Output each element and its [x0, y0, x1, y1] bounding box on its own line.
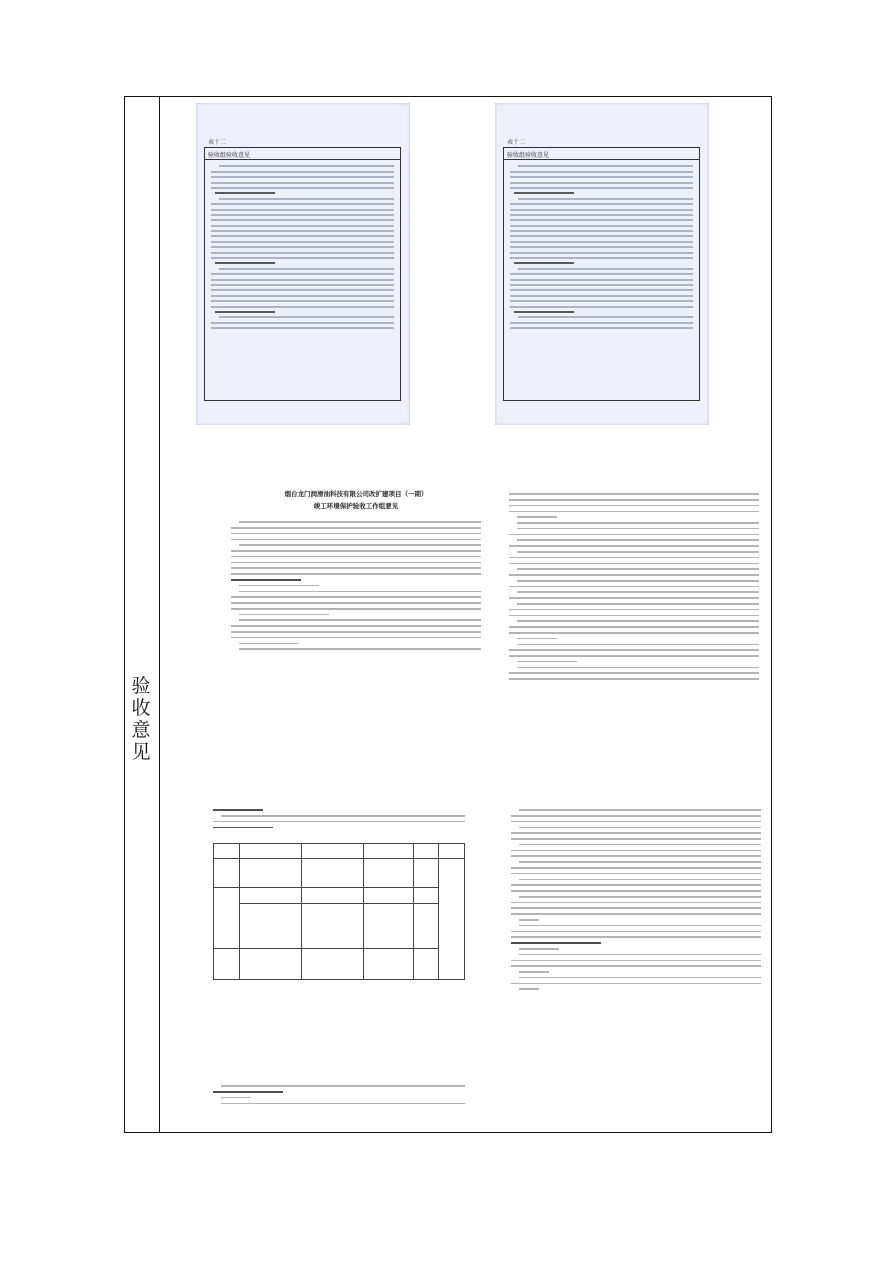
scanned-page-right [495, 103, 709, 425]
scan-right-body [504, 162, 699, 333]
scan-right-heading-row [504, 148, 699, 160]
opinion-page-4 [511, 805, 761, 1125]
opinion-page-3-head [213, 805, 465, 832]
opinion-page-2 [509, 489, 759, 799]
doc-title-line2: 竣工环境保护验收工作组意见 [313, 502, 399, 510]
scan-left-heading-row [205, 148, 400, 160]
opinion-page-2-body [509, 489, 759, 684]
section-label: 验 收 意 见 [131, 675, 151, 763]
opinion-page-1-body [231, 517, 481, 654]
scan-left-body [205, 162, 400, 333]
opinion-page-3 [213, 805, 465, 1125]
change-table [213, 843, 465, 980]
label-column [125, 97, 160, 1132]
scanned-page-left [196, 103, 410, 425]
opinion-page-4-body [511, 805, 761, 994]
scan-left-box [204, 147, 401, 401]
scan-left-tag: 表十二 [208, 139, 227, 146]
scan-left-heading: 验收组验收意见 [208, 152, 251, 159]
scan-right-heading: 验收组验收意见 [507, 152, 550, 159]
opinion-page-3-foot [213, 1081, 465, 1108]
doc-title-line1: 烟台龙门润滑油科技有限公司改扩建项目（一期） [284, 490, 428, 498]
scan-right-box [503, 147, 700, 401]
opinion-page-1 [231, 489, 481, 799]
page-frame [124, 96, 772, 1133]
scan-right-tag: 表十二 [507, 139, 526, 146]
